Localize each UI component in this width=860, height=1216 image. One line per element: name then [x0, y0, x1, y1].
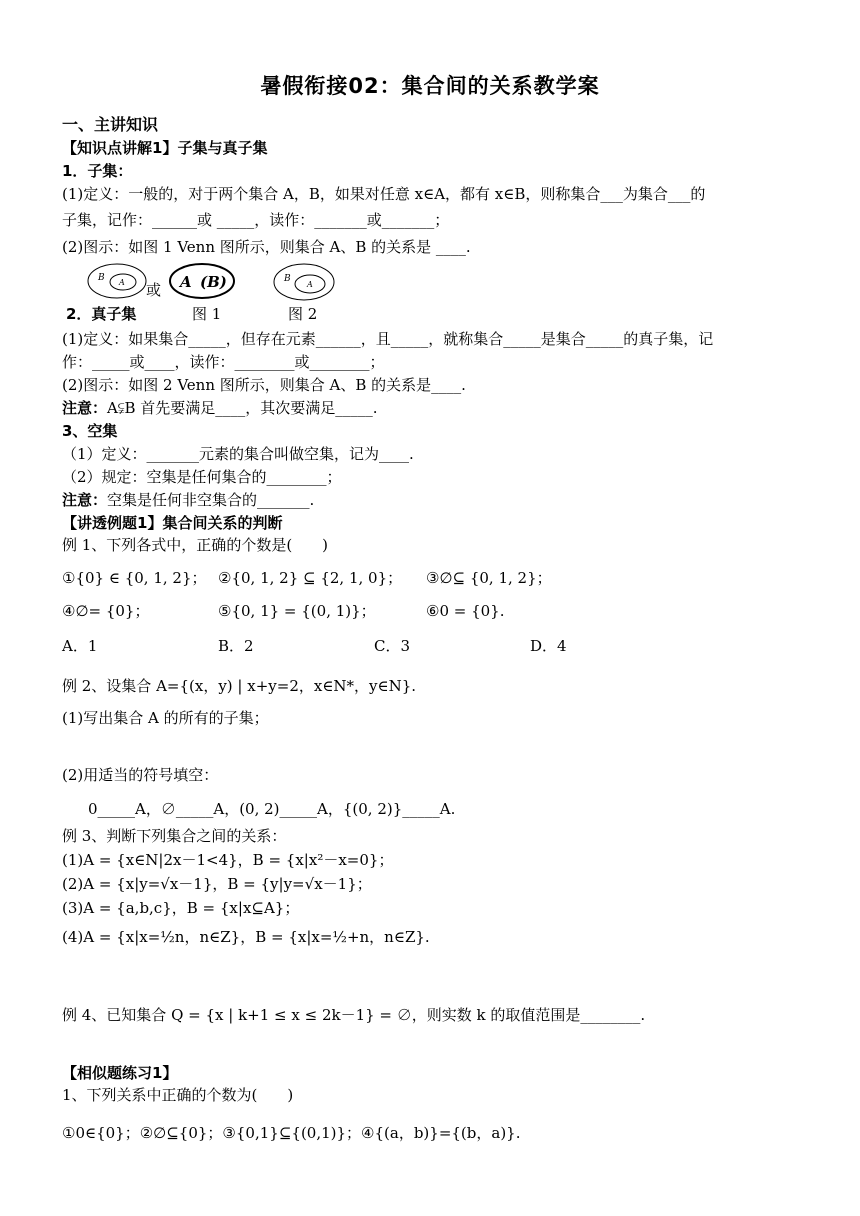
practice-1-question: 1、下列关系中正确的个数为( ) [62, 1086, 294, 1104]
svg-text:A: A [119, 278, 125, 287]
example-3-item-3: (3)A = {a,b,c}，B = {x|x⊆A}； [62, 899, 300, 917]
subset-diagram-line: (2)图示：如图 1 Venn 图所示，则集合 A、B 的关系是 ____. [62, 238, 471, 256]
example-1-item: ②{0, 1, 2} ⊆ {2, 1, 0}； [218, 569, 403, 587]
example-2-question: 例 2、设集合 A={(x，y) | x+y=2，x∈N*，y∈N}. [62, 677, 417, 695]
proper-subset-heading: 2．真子集 [66, 305, 137, 323]
example-2-fill-in: 0_____A，∅_____A，(0, 2)_____A，{(0, 2)}_____A. [88, 800, 456, 818]
venn-figure-1a [86, 262, 148, 300]
example-4-question: 例 4、已知集合 Q = {x | k+1 ≤ x ≤ 2k－1} = ∅，则实数 k 的取值范围是________. [62, 1006, 646, 1024]
example-1-option: A．1 [62, 637, 98, 655]
figure-1-caption: 图 1 [192, 305, 222, 323]
venn-figure-2 [272, 262, 336, 302]
example-1-option: B．2 [218, 637, 254, 655]
figure-2-caption: 图 2 [288, 305, 318, 323]
proper-subset-diagram-line: (2)图示：如图 2 Venn 图所示，则集合 A、B 的关系是____. [62, 376, 466, 394]
examples-heading: 【讲透例题1】集合间关系的判断 [62, 514, 283, 532]
empty-set-rule: （2）规定：空集是任何集合的________； [62, 468, 342, 486]
note-text: A⫋B 首先要满足____，其次要满足_____. [107, 399, 378, 417]
subset-definition-line2: 子集，记作：______或 _____，读作：_______或_______； [62, 211, 450, 229]
svg-text:B: B [284, 274, 291, 284]
note-text: 空集是任何非空集合的_______. [107, 491, 315, 509]
venn-or-label: 或 [146, 281, 162, 299]
empty-set-heading: 3、空集 [62, 422, 118, 440]
example-3-item-2: (2)A = {x|y=√x－1}，B = {y|y=√x－1}； [62, 875, 372, 893]
example-3-item-4: (4)A = {x|x=½n，n∈Z}，B = {x|x=½+n，n∈Z}. [62, 928, 430, 946]
example-2-part-1: (1)写出集合 A 的所有的子集； [62, 709, 269, 727]
note-label: 注意： [62, 491, 108, 509]
practice-heading: 【相似题练习1】 [62, 1064, 178, 1082]
page-title: 暑假衔接02：集合间的关系教学案 [260, 74, 600, 98]
svg-text:B: B [98, 273, 105, 283]
example-1-item: ③∅⊆ {0, 1, 2}； [426, 569, 552, 587]
proper-subset-note [62, 398, 378, 418]
venn-figure-1b [168, 262, 236, 300]
subset-heading: 1．子集： [62, 162, 133, 180]
svg-text:(B): (B) [200, 273, 227, 291]
example-1-option: C．3 [374, 637, 411, 655]
proper-subset-definition-line1: (1)定义：如果集合_____，但存在元素______，且_____，就称集合_____是集合_____的真子集，记 [62, 330, 714, 348]
example-1-item: ④∅= {0}； [62, 602, 150, 620]
svg-text:A: A [307, 280, 313, 289]
empty-set-definition: （1）定义：_______元素的集合叫做空集，记为____. [62, 445, 414, 463]
example-1-item: ⑥0 = {0}. [426, 602, 505, 620]
example-1-question: 例 1、下列各式中，正确的个数是( ) [62, 536, 329, 554]
proper-subset-definition-line2: 作：_____或____，读作：________或________； [62, 353, 385, 371]
note-label: 注意： [62, 399, 108, 417]
example-1-item: ①{0} ∈ {0, 1, 2}； [62, 569, 207, 587]
example-1-item: ⑤{0, 1} = {(0, 1)}； [218, 602, 376, 620]
svg-text:A: A [180, 273, 192, 291]
example-1-option: D．4 [530, 637, 567, 655]
subset-definition-line1: (1)定义：一般的，对于两个集合 A，B，如果对任意 x∈A，都有 x∈B，则称集合___为集合___的 [62, 185, 706, 203]
practice-1-items: ①0∈{0}；②∅⊆{0}；③{0,1}⊆{(0,1)}；④{(a，b)}={(b，a)}. [62, 1124, 521, 1142]
knowledge-point-heading: 【知识点讲解1】子集与真子集 [62, 139, 268, 157]
example-2-part-2: (2)用适当的符号填空： [62, 766, 219, 784]
example-3-question: 例 3、判断下列集合之间的关系： [62, 827, 287, 845]
section-heading: 一、主讲知识 [62, 115, 159, 134]
empty-set-note [62, 490, 314, 510]
example-3-item-1: (1)A = {x∈N|2x－1<4}，B = {x|x²－x=0}； [62, 851, 394, 869]
